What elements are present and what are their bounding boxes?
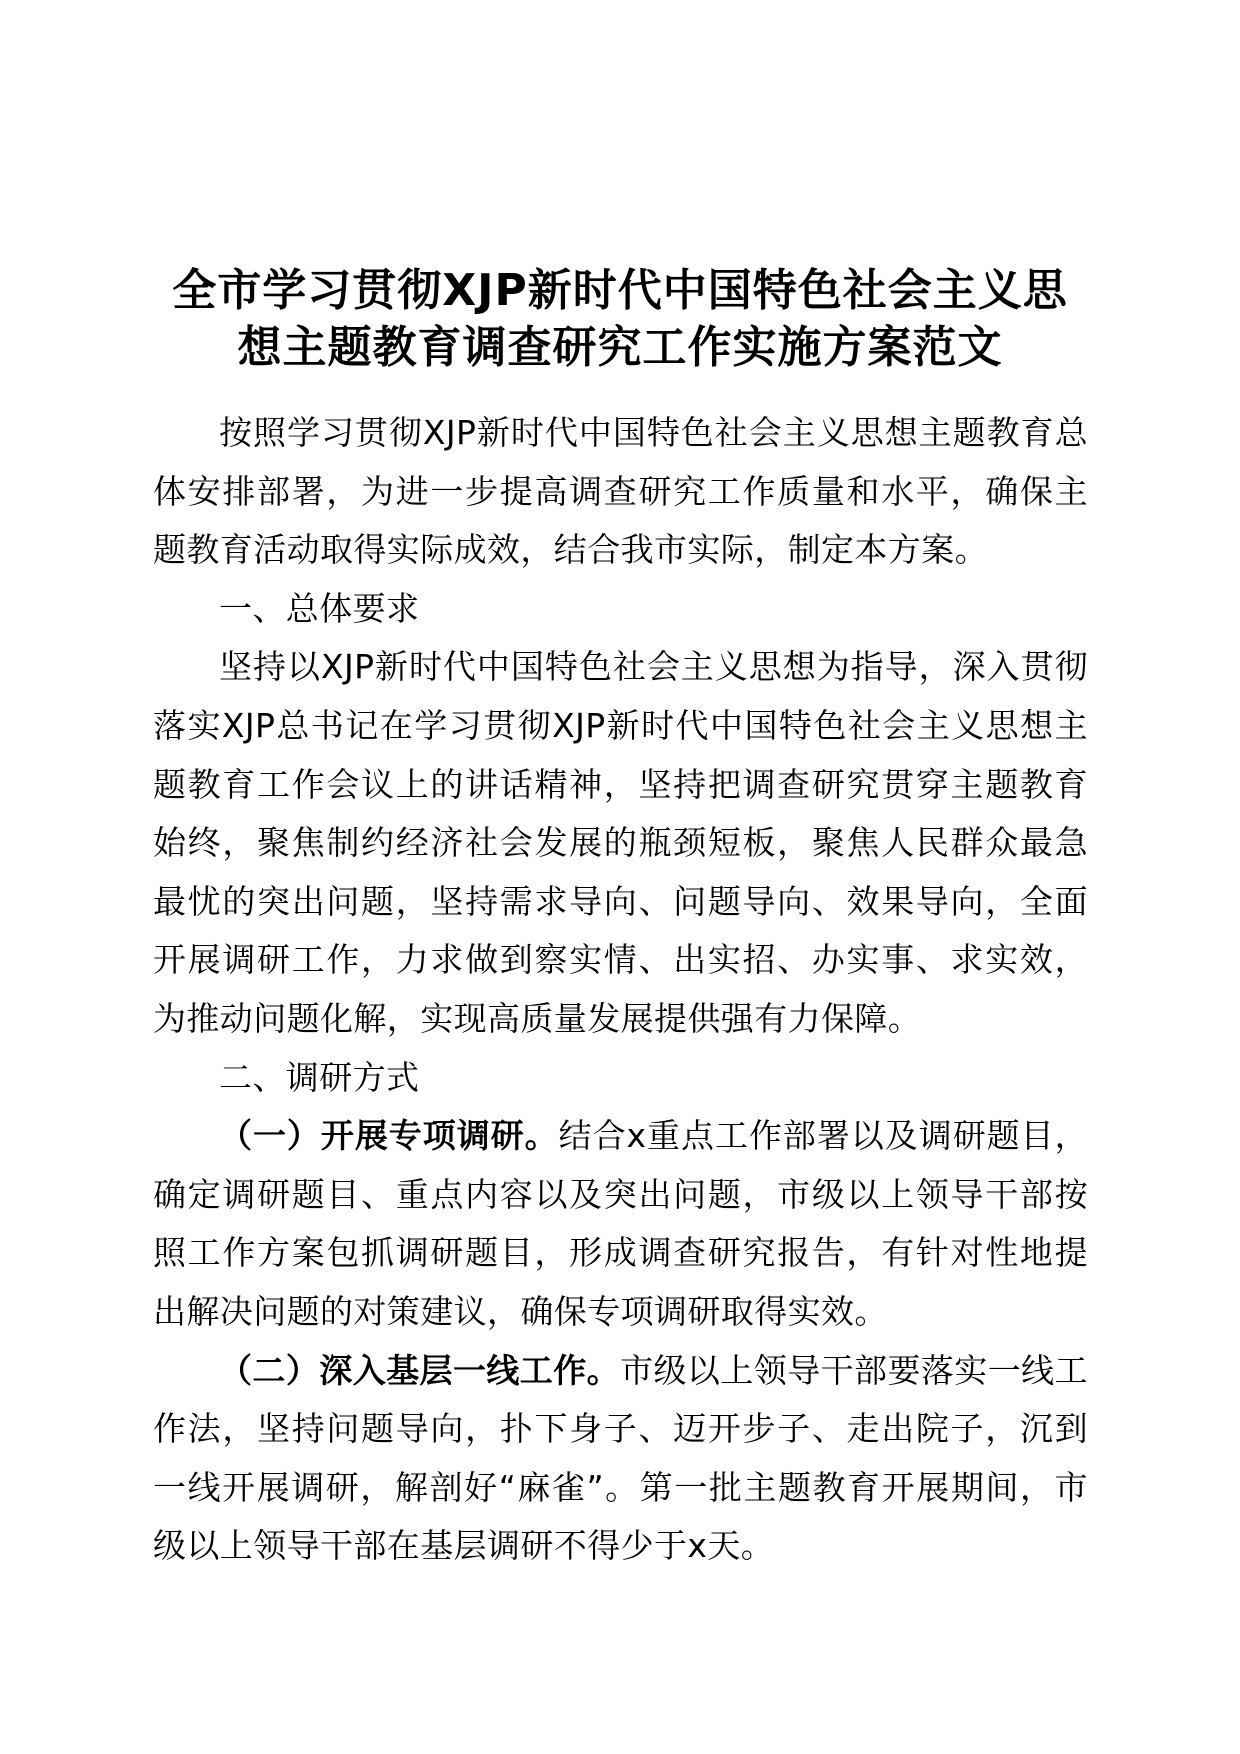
item-2-body: 市级以上领导干部要落实一线工作法，坚持问题导向，扑下身子、迈开步子、走出院子，沉到一线开展调研，解剖好“麻雀”。第一批主题教育开展期间，市级以上领导干部在基层调研不得少于x天。 [153, 1350, 1088, 1566]
item-2-title: （二）深入基层一线工作。 [219, 1350, 621, 1390]
document-title [150, 262, 1090, 376]
document-body [153, 404, 1088, 1576]
intro-paragraph: 按照学习贯彻XJP新时代中国特色社会主义思想主题教育总体安排部署，为进一步提高调查研究工作质量和水平，确保主题教育活动取得实际成效，结合我市实际，制定本方案。 [153, 413, 1088, 570]
section-2-item-2 [153, 1342, 1088, 1576]
title-line-2: 想主题教育调查研究工作实施方案范文 [237, 322, 1003, 373]
section-1-heading: 一、总体要求 [219, 588, 420, 628]
item-1-body: 结合x重点工作部署以及调研题目，确定调研题目、重点内容以及突出问题，市级以上领导干部按照工作方案包抓调研题目，形成调查研究报告，有针对性地提出解决问题的对策建议，确保专项调研取得实效。 [153, 1116, 1088, 1331]
section-2-item-1 [153, 1107, 1088, 1341]
section-1-paragraph: 坚持以XJP新时代中国特色社会主义思想为指导，深入贯彻落实XJP总书记在学习贯彻XJP新时代中国特色社会主义思想主题教育工作会议上的讲话精神，坚持把调查研究贯穿主题教育始终，聚焦制约经济社会发展的瓶颈短板，聚焦人民群众最急最忧的突出问题，坚持需求导向、问题导向、效果导向，全面开展调研工作，力求做到察实情、出实招、办实事、求实效，为推动问题化解，实现高质量发展提供强有力保障。 [153, 647, 1088, 1038]
item-1-title: （一）开展专项调研。 [219, 1116, 559, 1156]
section-2-heading: 二、调研方式 [219, 1057, 420, 1097]
title-line-1: 全市学习贯彻XJP新时代中国特色社会主义思 [172, 265, 1068, 316]
